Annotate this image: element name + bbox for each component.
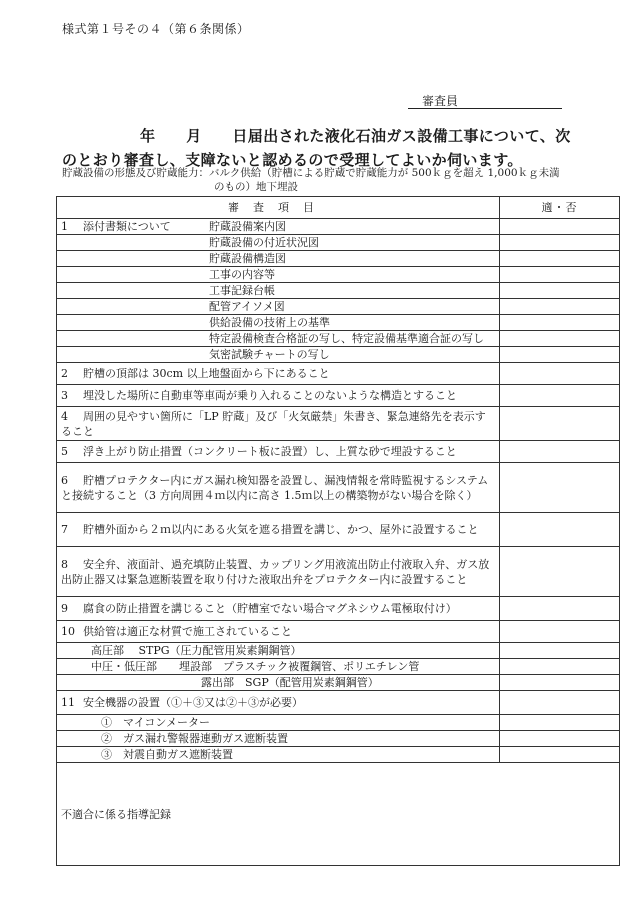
judge-cell[interactable] bbox=[500, 715, 620, 731]
table-row-item bbox=[57, 547, 620, 597]
pipe-spec: 高圧部 STPG（圧力配管用炭素鋼鋼管） bbox=[91, 644, 302, 657]
item-text: 供給管は適正な材質で施工されていること bbox=[83, 625, 292, 638]
document-name: 貯蔵設備構造図 bbox=[209, 252, 286, 265]
document-name: 配管アイソメ図 bbox=[209, 300, 285, 313]
judge-cell[interactable] bbox=[500, 691, 620, 715]
item1-doc-cell bbox=[57, 347, 500, 363]
judge-cell[interactable] bbox=[500, 747, 620, 763]
device-name: ① マイコンメーター bbox=[101, 716, 211, 729]
table-row-item bbox=[57, 385, 620, 407]
item1-doc-cell bbox=[57, 283, 500, 299]
item-number: 10 bbox=[61, 625, 75, 638]
judge-cell[interactable] bbox=[500, 643, 620, 659]
item-number: 4 bbox=[61, 409, 68, 423]
header-review-items: 審査項目 bbox=[57, 197, 500, 219]
judge-cell[interactable] bbox=[500, 235, 620, 251]
table-row-device bbox=[57, 747, 620, 763]
item-number: 7 bbox=[61, 523, 68, 536]
table-row-item1-doc bbox=[57, 219, 620, 235]
document-name: 工事の内容等 bbox=[209, 268, 275, 281]
table-row-item bbox=[57, 597, 620, 621]
document-name: 貯蔵設備案内図 bbox=[209, 220, 286, 233]
form-number-label: 様式第１号その４（第６条関係） bbox=[62, 22, 250, 36]
item-cell bbox=[57, 463, 500, 513]
guidance-notes-field[interactable] bbox=[57, 763, 620, 866]
judge-cell[interactable] bbox=[500, 441, 620, 463]
item-cell bbox=[57, 597, 500, 621]
device-cell bbox=[57, 715, 500, 731]
item-number: 3 bbox=[61, 389, 68, 402]
item-text: 周囲の見やすい箇所に「LP 貯蔵」及び「火気厳禁」朱書き、緊急連絡先を表示すること bbox=[61, 409, 486, 438]
judge-cell[interactable] bbox=[500, 407, 620, 441]
table-row-device bbox=[57, 731, 620, 747]
item-text: 安全機器の設置（①＋③又は②＋③が必要） bbox=[83, 696, 303, 709]
item-number: 6 bbox=[61, 473, 68, 487]
table-row-item bbox=[57, 463, 620, 513]
heading-line-1: 年 月 日届出された液化石油ガス設備工事について、次 bbox=[140, 127, 571, 145]
table-row-item1-doc bbox=[57, 347, 620, 363]
table-row-item bbox=[57, 363, 620, 385]
item1-doc-cell bbox=[57, 251, 500, 267]
request-heading bbox=[62, 124, 622, 172]
item-text: 浮き上がり防止措置（コンクリート板に設置）し、上質な砂で埋設すること bbox=[83, 445, 457, 458]
item-text: 貯槽プロテクター内にガス漏れ検知器を設置し、漏洩情報を常時監視するシステムと接続すること（3 方向周囲４ｍ以内に高さ 1.5ｍ以上の構築物がない場合を除く） bbox=[61, 473, 489, 502]
table-row-item1-doc bbox=[57, 299, 620, 315]
table-row-item1-doc bbox=[57, 283, 620, 299]
judge-cell[interactable] bbox=[500, 283, 620, 299]
document-name: 供給設備の技術上の基準 bbox=[209, 316, 330, 329]
item-cell bbox=[57, 513, 500, 547]
judge-cell[interactable] bbox=[500, 731, 620, 747]
table-row-item10 bbox=[57, 621, 620, 643]
judge-cell[interactable] bbox=[500, 267, 620, 283]
item1-doc-cell bbox=[57, 219, 500, 235]
table-row-item1-doc bbox=[57, 251, 620, 267]
judge-cell[interactable] bbox=[500, 659, 620, 675]
item-cell bbox=[57, 385, 500, 407]
judge-cell[interactable] bbox=[500, 385, 620, 407]
judge-cell[interactable] bbox=[500, 621, 620, 643]
item-number: 9 bbox=[61, 602, 68, 615]
item1-doc-cell bbox=[57, 299, 500, 315]
reviewer-signature-line: 審査員 bbox=[408, 94, 562, 109]
table-row-item1-doc bbox=[57, 315, 620, 331]
table-row-item bbox=[57, 513, 620, 547]
item-cell bbox=[57, 441, 500, 463]
item1-doc-cell bbox=[57, 331, 500, 347]
item-number: 1 bbox=[61, 220, 68, 233]
judge-cell[interactable] bbox=[500, 675, 620, 691]
document-name: 工事記録台帳 bbox=[209, 284, 275, 297]
judge-cell[interactable] bbox=[500, 251, 620, 267]
table-row-pipe bbox=[57, 675, 620, 691]
judge-cell[interactable] bbox=[500, 299, 620, 315]
judge-cell[interactable] bbox=[500, 547, 620, 597]
storage-line-2: のもの）地下埋設 bbox=[214, 181, 298, 193]
heading-line-2: のとおり審査し、支障ないと認めるので受理してよいか伺います。 bbox=[62, 151, 523, 169]
item-number: 8 bbox=[61, 557, 68, 571]
device-cell bbox=[57, 731, 500, 747]
document-name: 貯蔵設備の付近状況図 bbox=[209, 236, 319, 249]
table-row-device bbox=[57, 715, 620, 731]
header-pass-fail: 適・否 bbox=[500, 197, 620, 219]
item10-cell bbox=[57, 621, 500, 643]
table-row-notes bbox=[57, 763, 620, 866]
item-text: 貯槽外面から２ｍ以内にある火気を遮る措置を講じ、かつ、屋外に設置すること bbox=[83, 523, 479, 536]
storage-description bbox=[62, 166, 622, 194]
table-row-pipe bbox=[57, 659, 620, 675]
device-name: ② ガス漏れ警報器連動ガス遮断装置 bbox=[101, 732, 288, 745]
pipe-cell bbox=[57, 659, 500, 675]
item-number: 2 bbox=[61, 367, 68, 380]
table-row-pipe bbox=[57, 643, 620, 659]
judge-cell[interactable] bbox=[500, 363, 620, 385]
item-cell bbox=[57, 407, 500, 441]
item-text: 安全弁、液面計、過充填防止装置、カップリング用液流出防止付液取入弁、ガス放出防止器又は緊急遮断装置を取り付けた液取出弁をプロテクター内に設置すること bbox=[61, 557, 490, 586]
judge-cell[interactable] bbox=[500, 315, 620, 331]
device-name: ③ 対震自動ガス遮断装置 bbox=[101, 748, 233, 761]
item-cell bbox=[57, 547, 500, 597]
judge-cell[interactable] bbox=[500, 347, 620, 363]
table-header-row bbox=[57, 197, 620, 219]
item1-doc-cell bbox=[57, 315, 500, 331]
document-name: 気密試験チャートの写し bbox=[209, 348, 330, 361]
document-name: 特定設備検査合格証の写し、特定設備基準適合証の写し bbox=[209, 332, 484, 345]
item-cell bbox=[57, 363, 500, 385]
storage-line-1: 貯蔵設備の形態及び貯蔵能力：バルク供給（貯槽による貯蔵で貯蔵能力が 500ｋｇを超え 1,000ｋｇ未満 bbox=[62, 167, 560, 179]
item1-label: 添付書類について bbox=[83, 220, 171, 233]
judge-cell[interactable] bbox=[500, 513, 620, 547]
notes-label: 不適合に係る指導記録 bbox=[61, 807, 171, 821]
review-table bbox=[56, 196, 620, 866]
item-number: 5 bbox=[61, 445, 68, 458]
item-number: 11 bbox=[61, 696, 75, 709]
judge-cell[interactable] bbox=[500, 597, 620, 621]
pipe-cell bbox=[57, 643, 500, 659]
table-row-item1-doc bbox=[57, 267, 620, 283]
item11-cell bbox=[57, 691, 500, 715]
device-cell bbox=[57, 747, 500, 763]
judge-cell[interactable] bbox=[500, 331, 620, 347]
judge-cell[interactable] bbox=[500, 219, 620, 235]
pipe-cell bbox=[57, 675, 500, 691]
item-text: 埋没した場所に自動車等車両が乗り入れることのないような構造とすること bbox=[83, 389, 457, 402]
pipe-spec: 中圧・低圧部 埋設部 プラスチック被覆鋼管、ポリエチレン管 bbox=[91, 660, 420, 673]
table-row-item bbox=[57, 407, 620, 441]
item1-doc-cell bbox=[57, 235, 500, 251]
item1-doc-cell bbox=[57, 267, 500, 283]
table-row-item bbox=[57, 441, 620, 463]
item-text: 腐食の防止措置を講じること（貯槽室でない場合マグネシウム電極取付け） bbox=[83, 602, 457, 615]
judge-cell[interactable] bbox=[500, 463, 620, 513]
pipe-spec: 露出部 SGP（配管用炭素鋼鋼管） bbox=[201, 676, 379, 689]
table-row-item1-doc bbox=[57, 331, 620, 347]
table-row-item1-doc bbox=[57, 235, 620, 251]
table-row-item11 bbox=[57, 691, 620, 715]
item-text: 貯槽の頂部は 30cm 以上地盤面から下にあること bbox=[83, 367, 330, 380]
